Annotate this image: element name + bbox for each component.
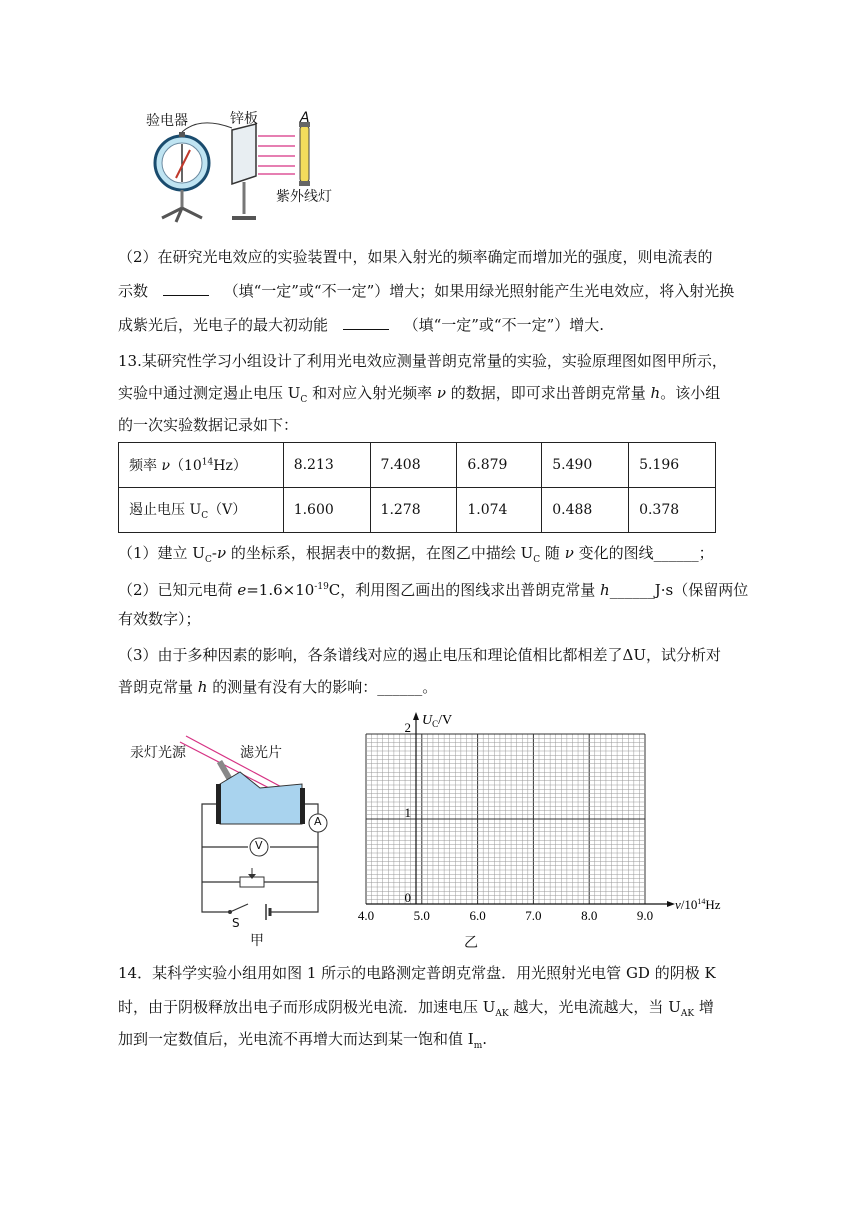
y-tick-label: 0 bbox=[404, 890, 411, 905]
table-cell: 6.879 bbox=[457, 443, 542, 488]
y-axis-label: $U_C/V$ bbox=[422, 713, 453, 729]
y-tick-label: 1 bbox=[404, 805, 411, 820]
label-zinc-plate: 锌板 bbox=[230, 111, 258, 127]
answer-blank-2[interactable] bbox=[343, 315, 389, 330]
label-uv-lamp: 紫外线灯 bbox=[276, 189, 332, 205]
x-tick-label: 5.0 bbox=[413, 908, 430, 923]
table-cell: 8.213 bbox=[283, 443, 370, 488]
table-cell: 0.488 bbox=[542, 488, 629, 533]
x-axis-label: $\nu/10^{14}Hz$ bbox=[675, 897, 721, 912]
table-cell: 5.196 bbox=[629, 443, 716, 488]
x-tick-label: 7.0 bbox=[525, 908, 542, 923]
x-tick-label: 9.0 bbox=[636, 908, 654, 923]
label-electroscope: 验电器 bbox=[146, 113, 188, 129]
x-tick-label: 4.0 bbox=[357, 908, 375, 923]
q12-2-line2 bbox=[118, 280, 738, 302]
q13-sub3-line2: 普朗克常量 h 的测量有没有大的影响：______。 bbox=[118, 678, 438, 696]
q12-2-line2b: （填“一定”或“不一定”）增大；如果用绿光照射能产生光电效应，将入射光换 bbox=[223, 282, 735, 300]
table-cell: 0.378 bbox=[629, 488, 716, 533]
table-row bbox=[119, 488, 716, 533]
label-filter: 滤光片 bbox=[240, 745, 282, 761]
q12-2-line1: （2）在研究光电效应的实验装置中，如果入射光的频率确定而增加光的强度，则电流表的 bbox=[118, 248, 713, 266]
caption-jia: 甲 bbox=[250, 933, 264, 949]
label-voltmeter: V bbox=[255, 839, 263, 852]
label-lamp-letter: A bbox=[300, 110, 310, 126]
table-header-frequency: 频率 $\nu(10^{14}Hz)$ bbox=[119, 443, 284, 488]
table-cell: 1.278 bbox=[370, 488, 457, 533]
chart-svg bbox=[340, 706, 721, 956]
q14-line3: 加到一定数值后，光电流不再增大而达到某一饱和值 $I_m$. bbox=[118, 1030, 488, 1051]
q14-line2: 时，由于阴极释放出电子而形成阴极光电流．加速电压 $U_{AK}$ 越大，光电流越大，当 $U_{AK}$ 增 bbox=[118, 998, 714, 1019]
label-switch: S bbox=[232, 916, 240, 930]
x-tick-label: 6.0 bbox=[469, 908, 486, 923]
table-cell: 5.490 bbox=[542, 443, 629, 488]
q13-line1: 13.某研究性学习小组设计了利用光电效应测量普朗克常量的实验，实验原理图如图甲所示， bbox=[118, 352, 727, 370]
q13-line3: 的一次实验数据记录如下： bbox=[118, 416, 299, 434]
table-cell: 1.074 bbox=[457, 488, 542, 533]
table-header-voltage: 遏止电压 $U_C(V)$ bbox=[119, 488, 284, 533]
q12-2-line3 bbox=[118, 314, 738, 336]
q14-line1: 14．某科学实验小组用如图 1 所示的电路测定普朗克常盘．用光照射光电管 GD 的阴极 K bbox=[118, 964, 716, 982]
x-tick-label: 8.0 bbox=[581, 908, 598, 923]
q12-2-line3b: （填“一定”或“不一定”）增大. bbox=[403, 316, 605, 334]
y-axis-arrow bbox=[413, 712, 419, 720]
answer-blank-1[interactable] bbox=[163, 281, 209, 296]
q13-line2: 实验中通过测定遏止电压 $U_C$ 和对应入射光频率 ν 的数据，即可求出普朗克常量 h。该小组 bbox=[118, 384, 721, 405]
label-mercury-lamp: 汞灯光源 bbox=[130, 745, 186, 761]
q13-sub1: （1）建立 $U_C-\nu$ 的坐标系，根据表中的数据，在图乙中描绘 $U_C$ 随 ν 变化的图线______； bbox=[118, 544, 714, 565]
caption-yi: 乙 bbox=[464, 935, 478, 951]
figure-grid-chart bbox=[340, 706, 721, 956]
x-axis-arrow bbox=[667, 901, 675, 907]
q13-sub3-line1: （3）由于多种因素的影响，各条谱线对应的遏止电压和理论值相比都相差了ΔU，试分析对 bbox=[118, 646, 722, 664]
table-row bbox=[119, 443, 716, 488]
data-table bbox=[118, 442, 716, 533]
table-cell: 7.408 bbox=[370, 443, 457, 488]
figure-circuit bbox=[130, 732, 340, 947]
q13-sub2-line2: 有效数字）； bbox=[118, 610, 201, 628]
q12-2-line2a: 示数 bbox=[118, 282, 149, 300]
q12-2-line3a: 成紫光后，光电子的最大初动能 bbox=[118, 316, 329, 334]
figure-photoelectric-setup bbox=[140, 106, 360, 226]
q13-sub2-line1: （2）已知元电荷 $e=1.6\times 10^{-19}C$，利用图乙画出的图线求出普朗克常量 h______J·s（保留两位 bbox=[118, 581, 749, 599]
table-cell: 1.600 bbox=[283, 488, 370, 533]
circuit-drawing bbox=[130, 732, 340, 947]
y-tick-label: 2 bbox=[404, 720, 411, 735]
label-ammeter: A bbox=[314, 815, 322, 828]
